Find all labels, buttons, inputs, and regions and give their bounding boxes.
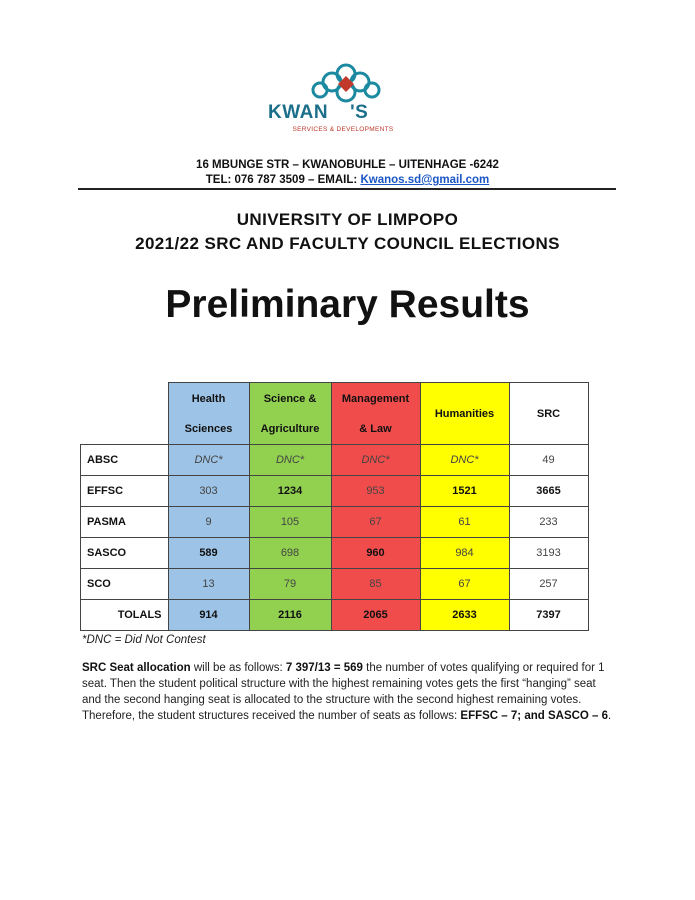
header-humanities: Humanities	[420, 383, 509, 445]
health-votes: 9	[168, 507, 249, 538]
humanities-votes: 67	[420, 569, 509, 600]
management-votes: 67	[331, 507, 420, 538]
management-votes: 85	[331, 569, 420, 600]
party-name: ABSC	[81, 445, 169, 476]
letterhead-divider	[78, 188, 616, 190]
party-name: PASMA	[81, 507, 169, 538]
header-science-agriculture: Science & Agriculture	[249, 383, 331, 445]
totals-label: TOLALS	[81, 600, 169, 631]
management-votes: DNC*	[331, 445, 420, 476]
logo-tagline: SERVICES & DEVELOPMENTS	[292, 126, 394, 133]
contact-line: TEL: 076 787 3509 – EMAIL: Kwanos.sd@gmail.com	[205, 174, 490, 186]
table-row	[81, 476, 589, 507]
dnc-footnote: *DNC = Did Not Contest	[82, 634, 206, 646]
humanities-total: 2633	[420, 600, 509, 631]
humanities-votes: 984	[420, 538, 509, 569]
science-total: 2116	[249, 600, 331, 631]
page-title: Preliminary Results	[165, 283, 530, 326]
management-votes: 960	[331, 538, 420, 569]
table-row	[81, 569, 589, 600]
header-health-sciences: Health Sciences	[168, 383, 249, 445]
kwanos-emblem-icon	[306, 60, 386, 108]
science-votes: 698	[249, 538, 331, 569]
table-row	[81, 507, 589, 538]
party-name: SCO	[81, 569, 169, 600]
results-table	[80, 382, 589, 631]
management-votes: 953	[331, 476, 420, 507]
src-votes: 3193	[509, 538, 588, 569]
table-header-row	[81, 383, 589, 445]
table-row	[81, 538, 589, 569]
document-heading	[0, 208, 695, 256]
humanities-votes: 1521	[420, 476, 509, 507]
src-total: 7397	[509, 600, 588, 631]
university-name: UNIVERSITY OF LIMPOPO	[236, 210, 459, 229]
health-total: 914	[168, 600, 249, 631]
company-logo	[268, 60, 428, 140]
health-votes: DNC*	[168, 445, 249, 476]
letterhead-address	[0, 158, 695, 188]
src-votes: 3665	[509, 476, 588, 507]
header-management-law: Management & Law	[331, 383, 420, 445]
election-name: 2021/22 SRC AND FACULTY COUNCIL ELECTIONS	[135, 234, 560, 253]
party-name: SASCO	[81, 538, 169, 569]
management-total: 2065	[331, 600, 420, 631]
party-name: EFFSC	[81, 476, 169, 507]
totals-row	[81, 600, 589, 631]
health-votes: 589	[168, 538, 249, 569]
seat-allocation-paragraph: SRC Seat allocation will be as follows: 7 397/13 = 569 the number of votes qualifying or required for 1 seat. Then the student political structure with the highest remaining votes gets the first “hanging” seat and the second hanging seat is allocated to the structure with the second highest remaining votes. Therefore, the student structures received the number of seats as follows: EFFSC – 7; and SASCO – 6.	[82, 662, 612, 722]
table-row	[81, 445, 589, 476]
src-votes: 233	[509, 507, 588, 538]
email-link[interactable]: Kwanos.sd@gmail.com	[360, 174, 490, 186]
humanities-votes: DNC*	[420, 445, 509, 476]
science-votes: DNC*	[249, 445, 331, 476]
header-blank-cell	[81, 383, 169, 445]
logo-wordmark: KWAN 'S	[268, 102, 369, 123]
header-src: SRC	[509, 383, 588, 445]
src-votes: 257	[509, 569, 588, 600]
science-votes: 1234	[249, 476, 331, 507]
health-votes: 303	[168, 476, 249, 507]
src-votes: 49	[509, 445, 588, 476]
humanities-votes: 61	[420, 507, 509, 538]
address-line: 16 MBUNGE STR – KWANOBUHLE – UITENHAGE -6242	[196, 159, 499, 171]
science-votes: 105	[249, 507, 331, 538]
health-votes: 13	[168, 569, 249, 600]
science-votes: 79	[249, 569, 331, 600]
